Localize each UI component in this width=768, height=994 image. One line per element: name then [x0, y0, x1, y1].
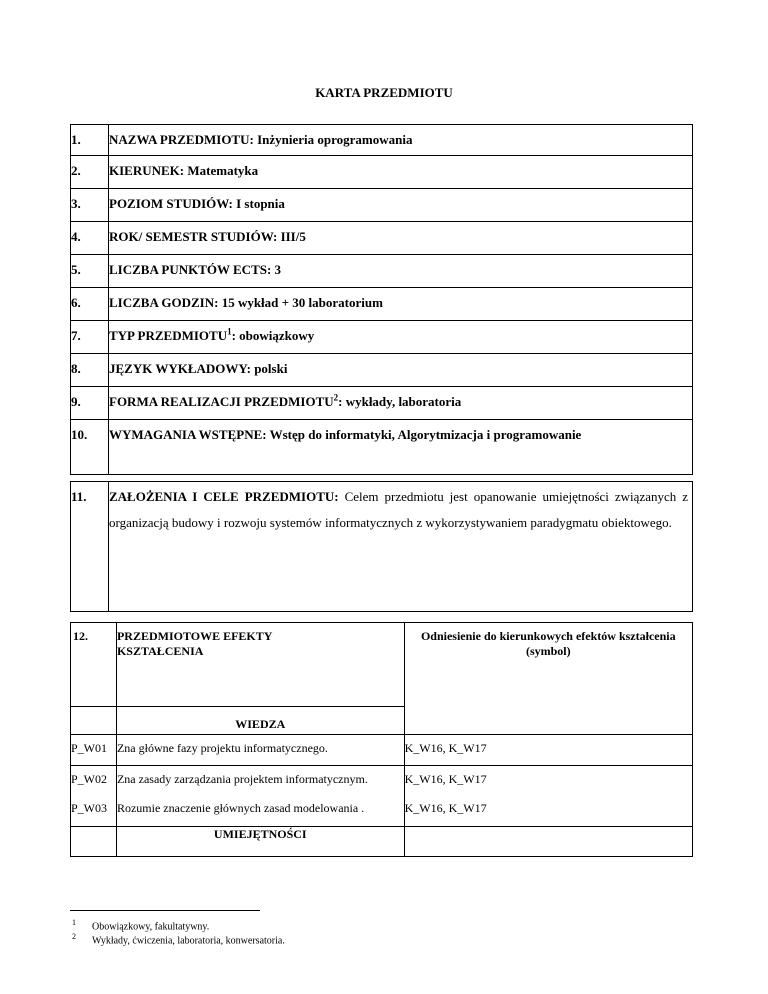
row-number: 9. [71, 387, 109, 419]
row-number: 10. [71, 420, 109, 474]
wiedza-heading: WIEDZA [116, 707, 404, 735]
outcome-description: Zna zasady zarządzania projektem informatycznym. [116, 766, 404, 801]
info-row-10 [70, 420, 693, 475]
row-number: 5. [71, 255, 109, 287]
outcome-description: Rozumie znaczenie głównych zasad modelowania . [116, 801, 404, 827]
outcome-reference: K_W16, K_W17 [404, 735, 692, 766]
info-row-6 [70, 288, 693, 321]
outcomes-header: PRZEDMIOTOWE EFEKTY KSZTAŁCENIA [116, 623, 404, 707]
empty-cell [404, 827, 692, 857]
info-row-5 [70, 255, 693, 288]
outcome-code: P_W01 [71, 735, 117, 766]
footnote-1: 1 Obowiązkowy, fakultatywny. [72, 918, 210, 933]
info-row-8 [70, 354, 693, 387]
row-number: 8. [71, 354, 109, 386]
row-number: 7. [71, 321, 109, 353]
row-label: ROK/ SEMESTR STUDIÓW: III/5 [109, 229, 306, 244]
row-label: WYMAGANIA WSTĘPNE: Wstęp do informatyki, Algorytmizacja i programowanie [109, 427, 582, 442]
outcome-code: P_W03 [71, 801, 117, 827]
row-label: FORMA REALIZACJI PRZEDMIOTU$^2$: wykłady, laboratoria [109, 392, 462, 409]
row-number: 6. [71, 288, 109, 320]
info-row-7 [70, 321, 693, 354]
info-row-1 [70, 124, 693, 156]
row-number: 3. [71, 189, 109, 221]
footnote-separator [70, 910, 260, 911]
row-number: 1. [71, 125, 109, 155]
info-row-3 [70, 189, 693, 222]
footnote-ref: 1 [227, 326, 232, 337]
empty-cell [71, 707, 117, 735]
row-number: 2. [71, 156, 109, 188]
row-number: 4. [71, 222, 109, 254]
info-row-11 [70, 481, 693, 612]
outcome-code: P_W02 [71, 766, 117, 801]
footnote-2: 2 Wykłady, ćwiczenia, laboratoria, konwersatoria. [72, 932, 285, 947]
info-row-4 [70, 222, 693, 255]
row-label: TYP PRZEDMIOTU$^1$: obowiązkowy [109, 326, 315, 343]
outcome-description: Zna główne fazy projektu informatycznego. [116, 735, 404, 766]
outcome-reference: K_W16, K_W17 [404, 766, 692, 801]
info-row-9 [70, 387, 693, 420]
document-title: KARTA PRZEDMIOTU [315, 85, 453, 100]
info-row-2 [70, 156, 693, 189]
row-label: LICZBA PUNKTÓW ECTS: 3 [109, 262, 282, 277]
outcome-reference: K_W16, K_W17 [404, 801, 692, 827]
row-label: POZIOM STUDIÓW: I stopnia [109, 196, 285, 211]
row-label: KIERUNEK: Matematyka [109, 163, 259, 178]
row-number: 11. [71, 482, 109, 611]
row-label: JĘZYK WYKŁADOWY: polski [109, 361, 288, 376]
empty-cell [71, 827, 117, 857]
section-number: 12. [71, 623, 117, 707]
objectives-text: ZAŁOŻENIA I CELE PRZEDMIOTU: Celem przedmiotu jest opanowanie umiejętności związanych z organizacją budowy i rozwoju systemów informatycznych z wykorzystywaniem paradygmatu obiektowego. [109, 489, 688, 530]
umiejetnosci-heading: UMIEJĘTNOŚCI [116, 827, 404, 857]
learning-outcomes-table [70, 622, 693, 857]
row-label: LICZBA GODZIN: 15 wykład + 30 laboratorium [109, 295, 383, 310]
footnote-ref: 2 [333, 392, 339, 403]
course-info-rows [70, 124, 693, 475]
row-label: NAZWA PRZEDMIOTU: Inżynieria oprogramowania [109, 132, 413, 147]
reference-header: Odniesienie do kierunkowych efektów kształcenia (symbol) [404, 623, 692, 735]
